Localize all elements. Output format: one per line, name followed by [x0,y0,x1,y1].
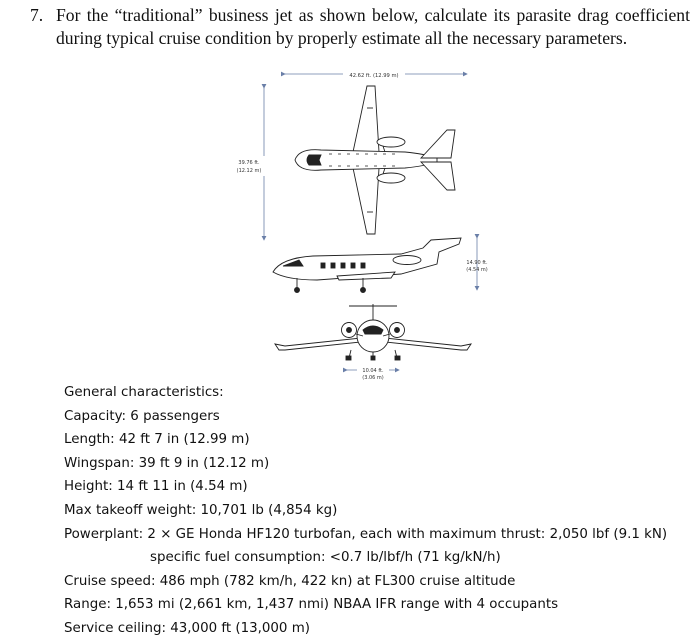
height-label-ft: 14.90 ft. [466,260,488,266]
spec-sfc: specific fuel consumption: <0.7 lb/lbf/h (71 kg/kN/h) [150,550,501,566]
question-text: For the “traditional” business jet as shown below, calculate its parasite drag coefficient during typical cruise condition by properly estimate all the necessary parameters. [56,5,690,48]
span-dimension [237,88,281,240]
track-label-ft: 10.04 ft. [362,368,384,374]
length-label: 42.62 ft. (12.99 m) [349,73,399,79]
specs-heading: General characteristics: [64,385,224,400]
top-view [295,86,455,234]
spec-service-ceiling: Service ceiling: 43,000 ft (13,000 m) [64,620,310,636]
spec-cruise-speed: Cruise speed: 486 mph (782 km/h, 422 kn) at FL300 cruise altitude [64,573,516,589]
spec-capacity: Capacity: 6 passengers [64,408,220,424]
spec-range: Range: 1,653 mi (2,661 km, 1,437 nmi) NBAA IFR range with 4 occupants [64,597,559,613]
question-block [30,4,690,49]
span-label-ft: 39.76 ft. [238,160,260,166]
spec-mtow: Max takeoff weight: 10,701 lb (4,854 kg) [64,502,338,518]
height-dimension [466,238,488,290]
question-number: 7. [30,5,44,25]
length-dimension [285,69,467,79]
aircraft-three-view-drawing [225,68,488,388]
spec-wingspan: Wingspan: 39 ft 9 in (12.12 m) [64,455,270,471]
spec-height: Height: 14 ft 11 in (4.54 m) [64,479,248,495]
spec-length: Length: 42 ft 7 in (12.99 m) [64,432,250,448]
spec-powerplant: Powerplant: 2 × GE Honda HF120 turbofan, each with maximum thrust: 2,050 lbf (9.1 kN) [64,526,668,542]
span-label-m: (12.12 m) [236,168,262,174]
height-label-m: (4.54 m) [466,267,488,273]
side-view [273,238,461,293]
front-view [275,304,471,360]
track-label-m: (3.06 m) [362,375,384,381]
general-characteristics [64,381,694,641]
